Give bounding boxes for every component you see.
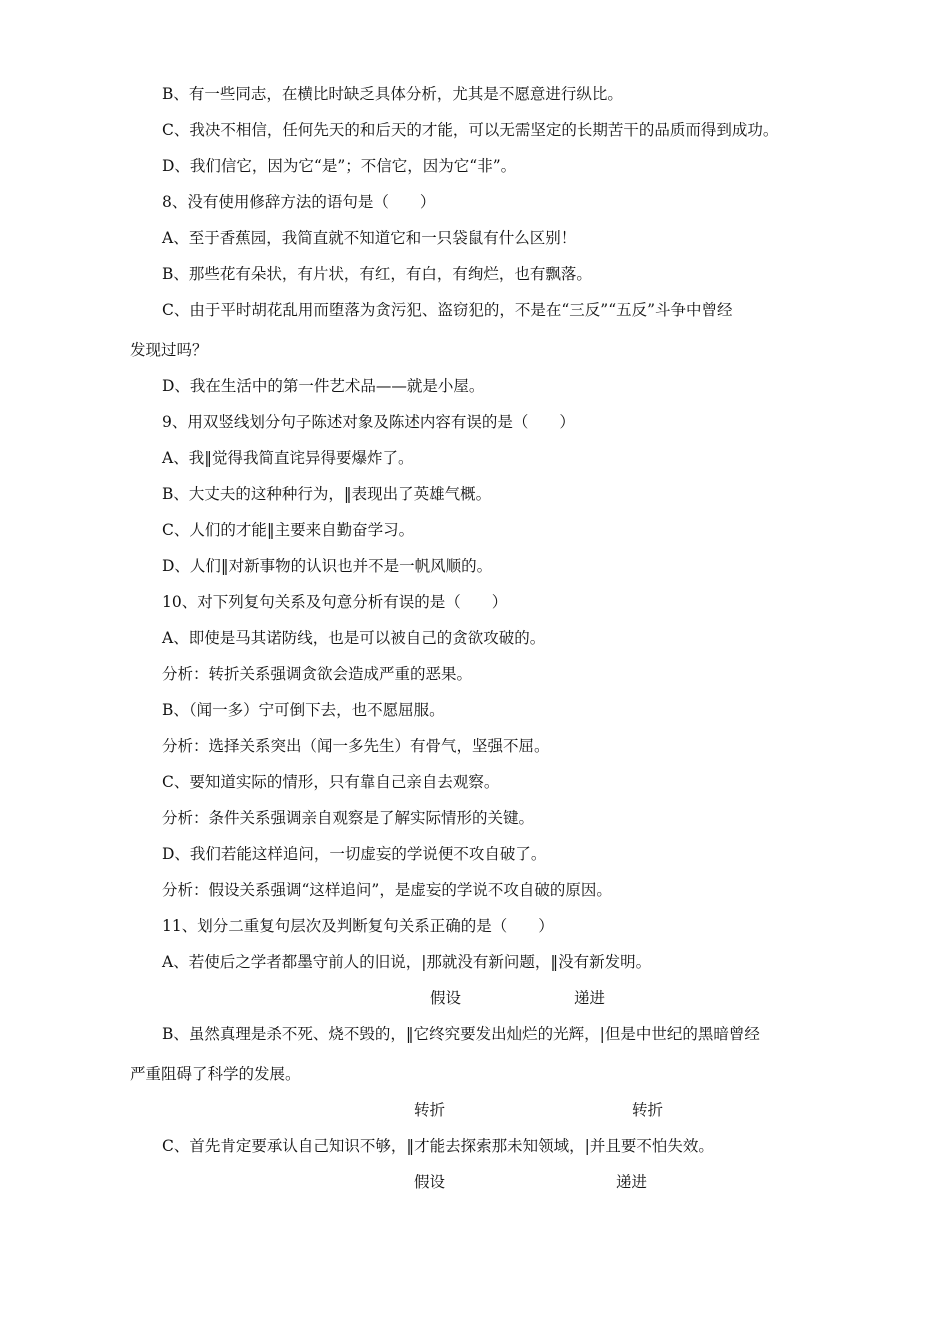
- option-b-q11: B、虽然真理是杀不死、烧不毁的，‖它终究要发出灿烂的光辉，|但是中世纪的黑暗曾经: [162, 1025, 760, 1043]
- option-b-q11-cont: 严重阻碍了科学的发展。: [130, 1065, 301, 1083]
- option-c-q11: C、首先肯定要承认自己知识不够，‖才能去探索那未知领域，|并且要不怕失效。: [162, 1137, 714, 1155]
- question-9: 9、用双竖线划分句子陈述对象及陈述内容有误的是（ ）: [162, 413, 575, 431]
- option-c-q8-cont: 发现过吗？: [130, 341, 208, 359]
- option-b-q7: B、有一些同志，在横比时缺乏具体分析，尤其是不愿意进行纵比。: [162, 85, 623, 103]
- option-a-q11: A、若使后之学者都墨守前人的旧说，|那就没有新问题，‖没有新发明。: [162, 953, 652, 971]
- option-d-q7: D、我们信它，因为它“是”；不信它，因为它“非”。: [162, 157, 517, 175]
- analysis-a-q10: 分析：转折关系强调贪欲会造成严重的恶果。: [162, 665, 473, 683]
- option-b-q10: B、（闻一多）宁可倒下去，也不愿屈服。: [162, 701, 445, 719]
- relation-label-c2: 递进: [616, 1173, 648, 1191]
- option-a-q8: A、至于香蕉园，我简直就不知道它和一只袋鼠有什么区别！: [162, 229, 577, 247]
- option-d-q10: D、我们若能这样追问，一切虚妄的学说便不攻自破了。: [162, 845, 547, 863]
- question-10: 10、对下列复句关系及句意分析有误的是（ ）: [162, 593, 508, 611]
- relation-label-b1: 转折: [414, 1101, 446, 1119]
- question-8: 8、没有使用修辞方法的语句是（ ）: [162, 193, 436, 211]
- analysis-c-q10: 分析：条件关系强调亲自观察是了解实际情形的关键。: [162, 809, 535, 827]
- relation-label-a2: 递进: [574, 989, 606, 1007]
- option-a-q9: A、我‖觉得我简直诧异得要爆炸了。: [162, 449, 414, 467]
- option-b-q9: B、大丈夫的这种种行为，‖表现出了英雄气概。: [162, 485, 492, 503]
- question-11: 11、划分二重复句层次及判断复句关系正确的是（ ）: [162, 917, 554, 935]
- analysis-d-q10: 分析：假设关系强调“这样追问”，是虚妄的学说不攻自破的原因。: [162, 881, 612, 899]
- option-b-q8: B、那些花有朵状，有片状，有红，有白，有绚烂，也有飘落。: [162, 265, 592, 283]
- option-d-q9: D、人们‖对新事物的认识也并不是一帆风顺的。: [162, 557, 493, 575]
- option-c-q9: C、人们的才能‖主要来自勤奋学习。: [162, 521, 415, 539]
- relation-label-b2: 转折: [632, 1101, 664, 1119]
- relation-label-c1: 假设: [414, 1173, 446, 1191]
- option-c-q7: C、我决不相信，任何先天的和后天的才能，可以无需坚定的长期苦干的品质而得到成功。: [162, 121, 779, 139]
- option-c-q10: C、要知道实际的情形，只有靠自己亲自去观察。: [162, 773, 500, 791]
- option-a-q10: A、即使是马其诺防线，也是可以被自己的贪欲攻破的。: [162, 629, 546, 647]
- analysis-b-q10: 分析：选择关系突出（闻一多先生）有骨气，坚强不屈。: [162, 737, 550, 755]
- option-c-q8: C、由于平时胡花乱用而堕落为贪污犯、盗窃犯的，不是在“三反”“五反”斗争中曾经: [162, 301, 733, 319]
- relation-label-a1: 假设: [430, 989, 462, 1007]
- option-d-q8: D、我在生活中的第一件艺术品——就是小屋。: [162, 377, 485, 395]
